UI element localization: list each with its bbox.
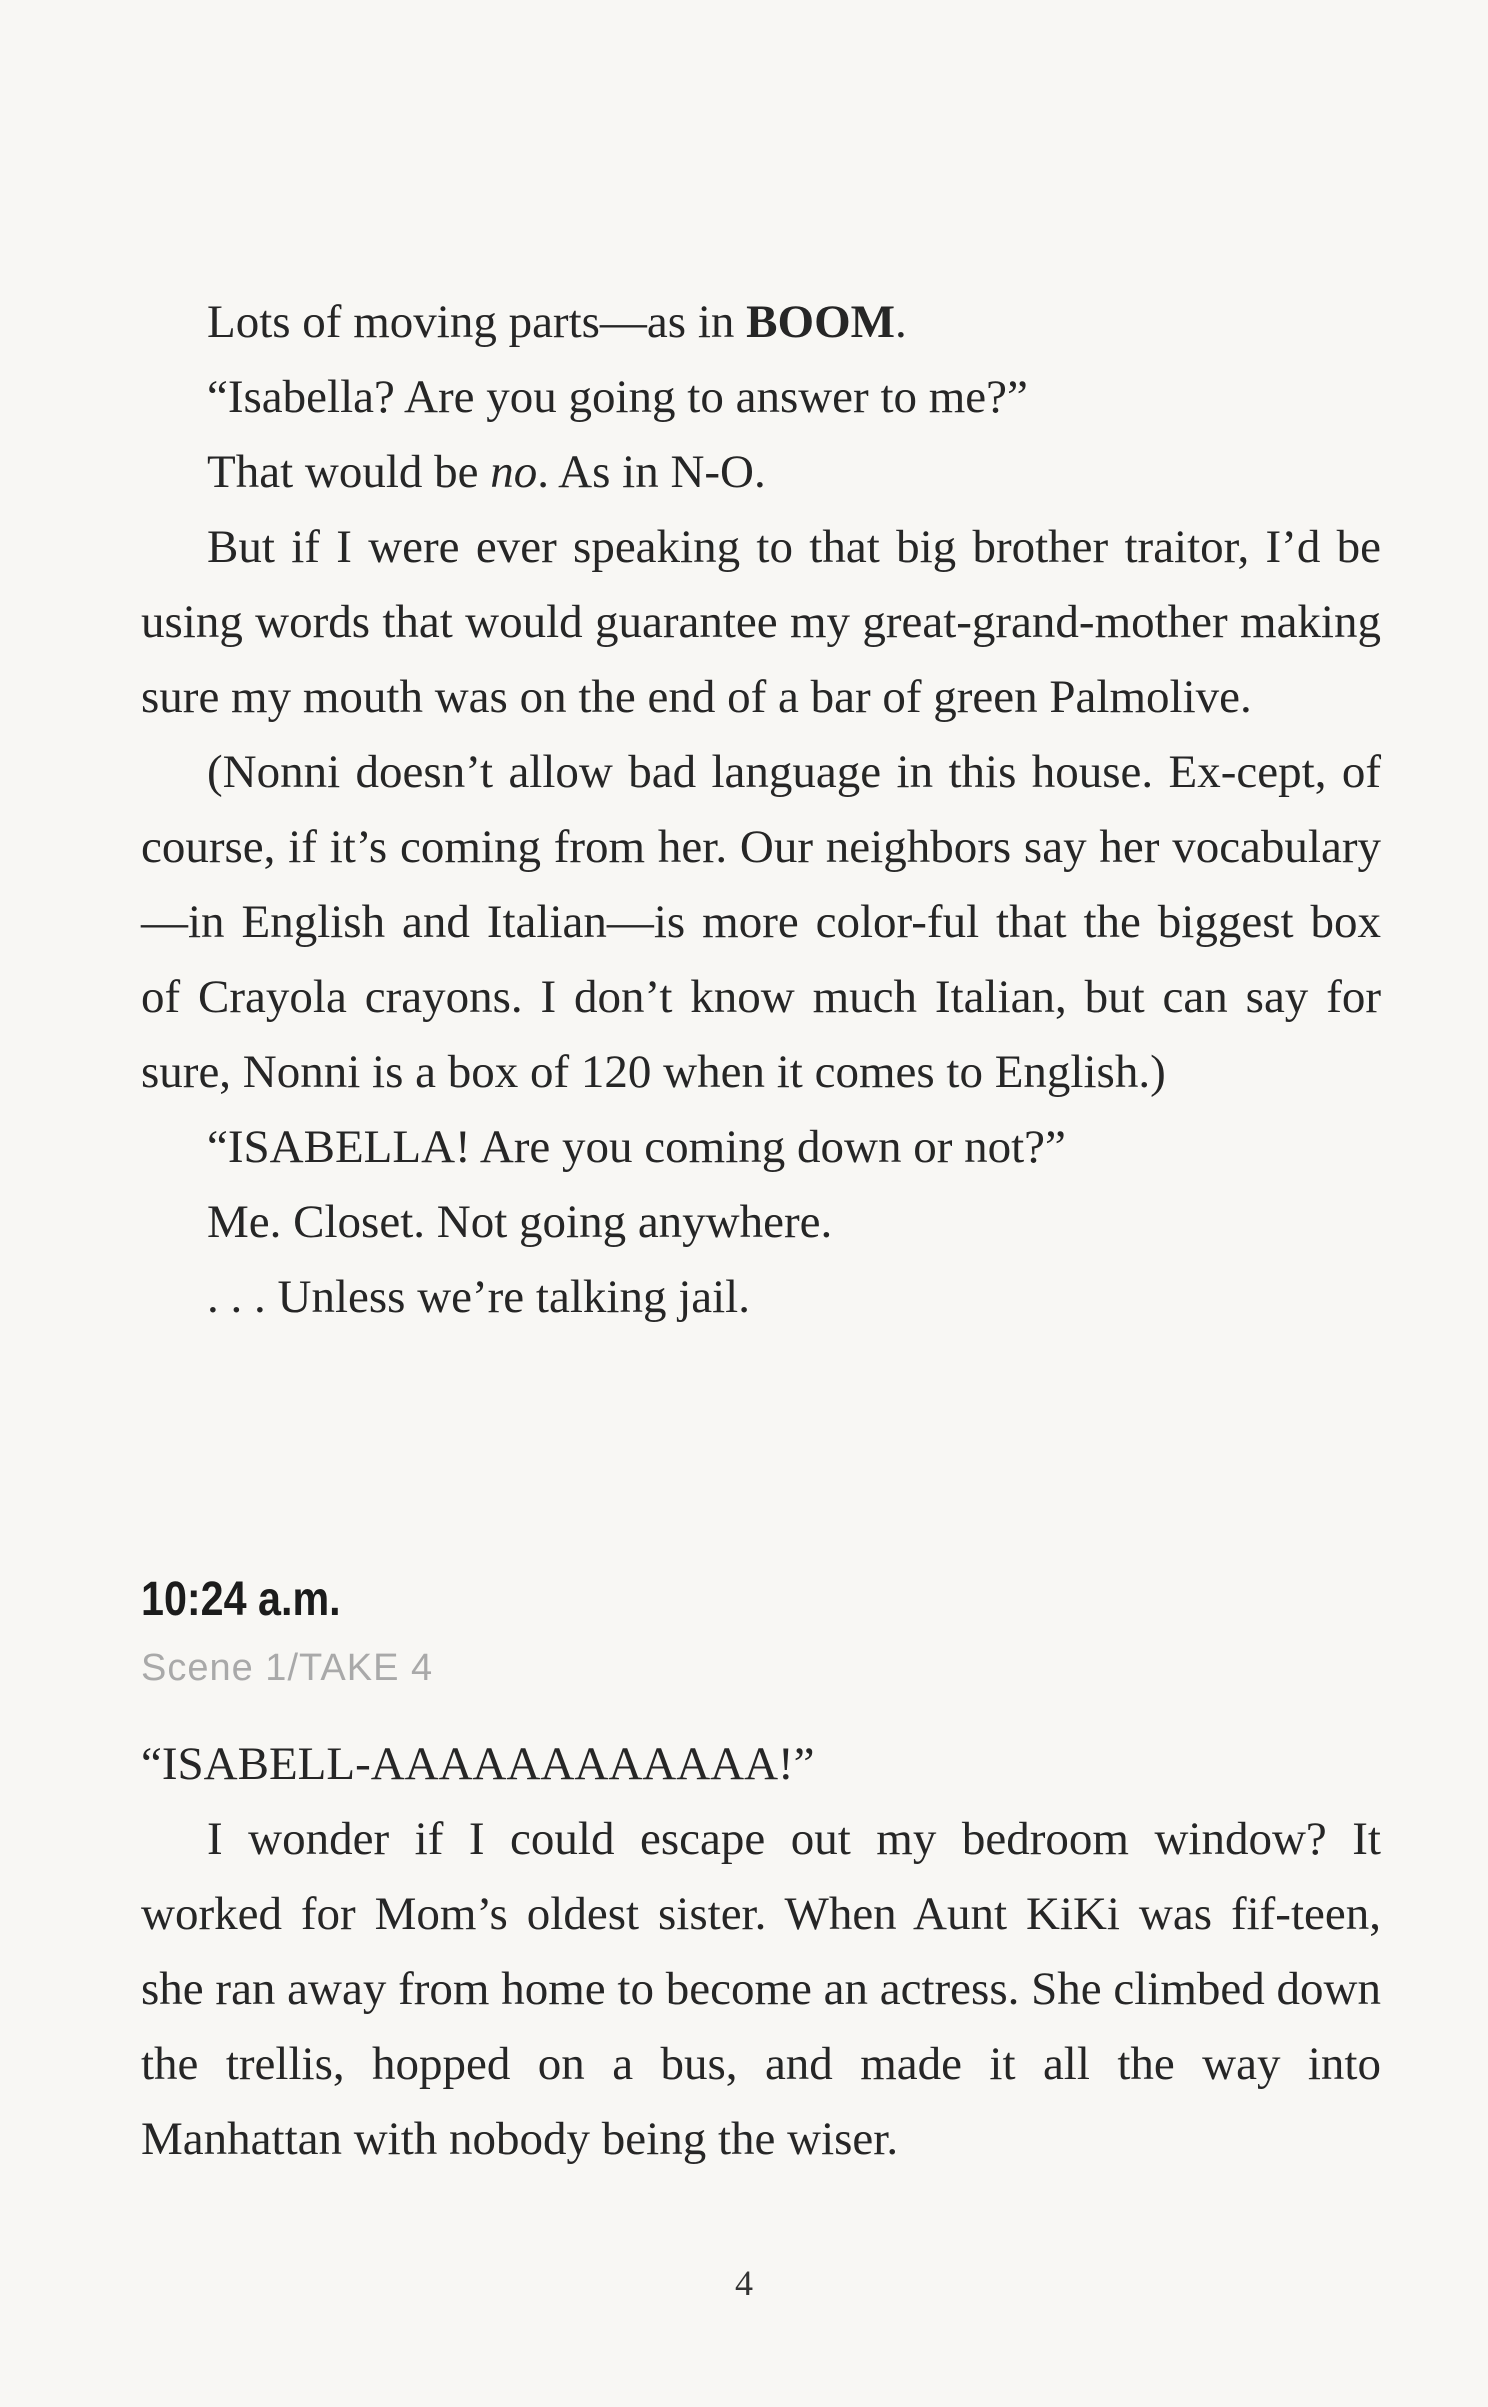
paragraph: But if I were ever speaking to that big brother traitor, I’d be using words that would guarantee my great-grand-mother making sure my mouth was on the end of a bar of green Palmolive. xyxy=(141,521,1381,723)
paragraph: (Nonni doesn’t allow bad language in this house. Ex-cept, of course, if it’s coming from her. Our neighbors say her vocabulary—in English and Italian—is more color-ful that the biggest box of Crayola crayons. I don’t know much Italian, but can say for sure, Nonni is a box of 120 when it comes to English.) xyxy=(141,746,1381,1098)
paragraph: I wonder if I could escape out my bedroom window? It worked for Mom’s oldest sister. When Aunt KiKi was fif-teen, she ran away from home to become an actress. She climbed down the trellis, hopped on a bus, and made it all the way into Manhattan with nobody being the wiser. xyxy=(141,1813,1381,2165)
page-number: 4 xyxy=(735,2263,753,2303)
paragraph: Lots of moving parts—as in BOOM. xyxy=(207,296,907,348)
paragraph: . . . Unless we’re talking jail. xyxy=(207,1271,750,1323)
paragraph: “Isabella? Are you going to answer to me?” xyxy=(207,371,1028,423)
paragraph: That would be no. As in N-O. xyxy=(207,446,766,498)
paragraph: “ISABELLA! Are you coming down or not?” xyxy=(207,1121,1066,1173)
paragraph: “ISABELL-AAAAAAAAAAAA!” xyxy=(141,1738,815,1790)
bold-word: BOOM xyxy=(746,296,895,348)
section-time-heading: 10:24 a.m. xyxy=(141,1573,341,1626)
paragraph: Me. Closet. Not going anywhere. xyxy=(207,1196,833,1248)
bottom-text-block xyxy=(141,1727,1381,2177)
scene-subheading: Scene 1/TAKE 4 xyxy=(141,1647,434,1689)
top-text-block xyxy=(141,285,1381,1335)
italic-word: no xyxy=(490,446,538,498)
